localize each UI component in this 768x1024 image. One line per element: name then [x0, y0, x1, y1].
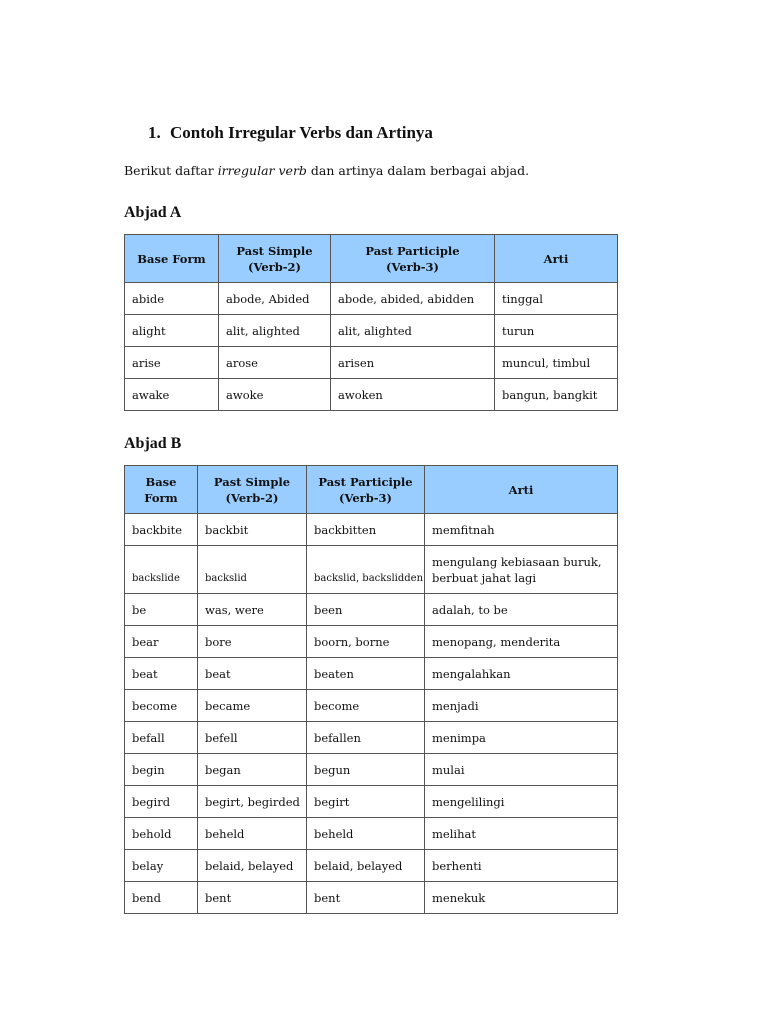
header-past-simple [198, 466, 307, 514]
header-base-form [125, 235, 219, 283]
header-line: Base Form [137, 251, 206, 266]
table-row [125, 754, 618, 786]
cell-participle: backbitten [307, 514, 425, 546]
cell-participle: begun [307, 754, 425, 786]
header-line: Past Simple [213, 474, 291, 489]
cell-past: bent [198, 882, 307, 914]
cell-past: abode, Abided [219, 283, 331, 315]
header-base-form [125, 466, 198, 514]
cell-participle: bent [307, 882, 425, 914]
section-heading [148, 123, 433, 143]
table-row [125, 722, 618, 754]
cell-past: became [198, 690, 307, 722]
cell-base: be [125, 594, 198, 626]
cell-base: alight [125, 315, 219, 347]
cell-arti: menjadi [425, 690, 618, 722]
cell-base: become [125, 690, 198, 722]
cell-base: belay [125, 850, 198, 882]
intro-text-after: dan artinya dalam berbagai abjad. [306, 163, 530, 178]
cell-participle: begirt [307, 786, 425, 818]
subheading-abjad-a: Abjad A [124, 204, 182, 221]
verb-table-a [124, 234, 618, 411]
header-line: (Verb-2) [225, 490, 279, 505]
intro-italic: irregular verb [217, 163, 307, 178]
cell-base: bend [125, 882, 198, 914]
cell-arti: menimpa [425, 722, 618, 754]
cell-participle: awoken [331, 379, 495, 411]
heading-text: Contoh Irregular Verbs dan Artinya [170, 123, 433, 142]
cell-participle: alit, alighted [331, 315, 495, 347]
table-row [125, 658, 618, 690]
cell-arti: menopang, menderita [425, 626, 618, 658]
cell-base: backslide [125, 546, 198, 594]
cell-arti: menekuk [425, 882, 618, 914]
cell-base: begird [125, 786, 198, 818]
header-line: Arti [543, 251, 569, 266]
cell-arti: tinggal [495, 283, 618, 315]
cell-arti: turun [495, 315, 618, 347]
cell-participle: been [307, 594, 425, 626]
cell-past: befell [198, 722, 307, 754]
cell-past: awoke [219, 379, 331, 411]
cell-participle: arisen [331, 347, 495, 379]
table-row [125, 283, 618, 315]
cell-arti: melihat [425, 818, 618, 850]
cell-arti: mulai [425, 754, 618, 786]
cell-past: alit, alighted [219, 315, 331, 347]
cell-past: backslid [198, 546, 307, 594]
table-row [125, 818, 618, 850]
cell-base: abide [125, 283, 219, 315]
cell-arti: mengelilingi [425, 786, 618, 818]
cell-base: befall [125, 722, 198, 754]
cell-base: behold [125, 818, 198, 850]
header-past-simple [219, 235, 331, 283]
cell-participle: befallen [307, 722, 425, 754]
cell-past: bore [198, 626, 307, 658]
header-past-participle [307, 466, 425, 514]
cell-participle: beheld [307, 818, 425, 850]
cell-participle: become [307, 690, 425, 722]
header-line: (Verb-3) [386, 259, 439, 274]
header-line: Form [144, 490, 178, 505]
header-arti [425, 466, 618, 514]
cell-past: beat [198, 658, 307, 690]
intro-text-before: Berikut daftar [124, 163, 218, 178]
cell-base: bear [125, 626, 198, 658]
header-line: Arti [508, 482, 534, 497]
cell-arti: muncul, timbul [495, 347, 618, 379]
table-row [125, 690, 618, 722]
cell-past: arose [219, 347, 331, 379]
header-line: Base [145, 474, 177, 489]
cell-past: began [198, 754, 307, 786]
cell-base: arise [125, 347, 219, 379]
table-row [125, 626, 618, 658]
table-row [125, 315, 618, 347]
cell-arti: mengalahkan [425, 658, 618, 690]
table-row [125, 546, 618, 594]
header-arti [495, 235, 618, 283]
cell-past: backbit [198, 514, 307, 546]
subheading-abjad-b: Abjad B [124, 435, 182, 452]
header-line: Past Participle [365, 243, 460, 258]
intro-paragraph [124, 163, 529, 178]
cell-arti: memfitnah [425, 514, 618, 546]
table-row [125, 850, 618, 882]
cell-arti: berhenti [425, 850, 618, 882]
table-row [125, 379, 618, 411]
cell-past: was, were [198, 594, 307, 626]
header-line: (Verb-2) [248, 259, 301, 274]
heading-number: 1. [148, 123, 161, 142]
cell-past: begirt, begirded [198, 786, 307, 818]
cell-participle: abode, abided, abidden [331, 283, 495, 315]
table-row [125, 347, 618, 379]
cell-arti: bangun, bangkit [495, 379, 618, 411]
cell-base: begin [125, 754, 198, 786]
cell-participle: beaten [307, 658, 425, 690]
table-header-row [125, 466, 618, 514]
cell-arti: adalah, to be [425, 594, 618, 626]
cell-participle: backslid, backslidden [307, 546, 425, 594]
table-row [125, 786, 618, 818]
header-line: Past Simple [236, 243, 313, 258]
header-past-participle [331, 235, 495, 283]
cell-base: backbite [125, 514, 198, 546]
cell-past: belaid, belayed [198, 850, 307, 882]
table-row [125, 882, 618, 914]
cell-arti: mengulang kebiasaan buruk, berbuat jahat lagi [425, 546, 618, 594]
cell-participle: boorn, borne [307, 626, 425, 658]
table-header-row [125, 235, 618, 283]
verb-table-b [124, 465, 618, 914]
cell-past: beheld [198, 818, 307, 850]
header-line: Past Participle [318, 474, 413, 489]
table-row [125, 514, 618, 546]
header-line: (Verb-3) [339, 490, 392, 505]
cell-participle: belaid, belayed [307, 850, 425, 882]
cell-base: beat [125, 658, 198, 690]
cell-base: awake [125, 379, 219, 411]
table-row [125, 594, 618, 626]
